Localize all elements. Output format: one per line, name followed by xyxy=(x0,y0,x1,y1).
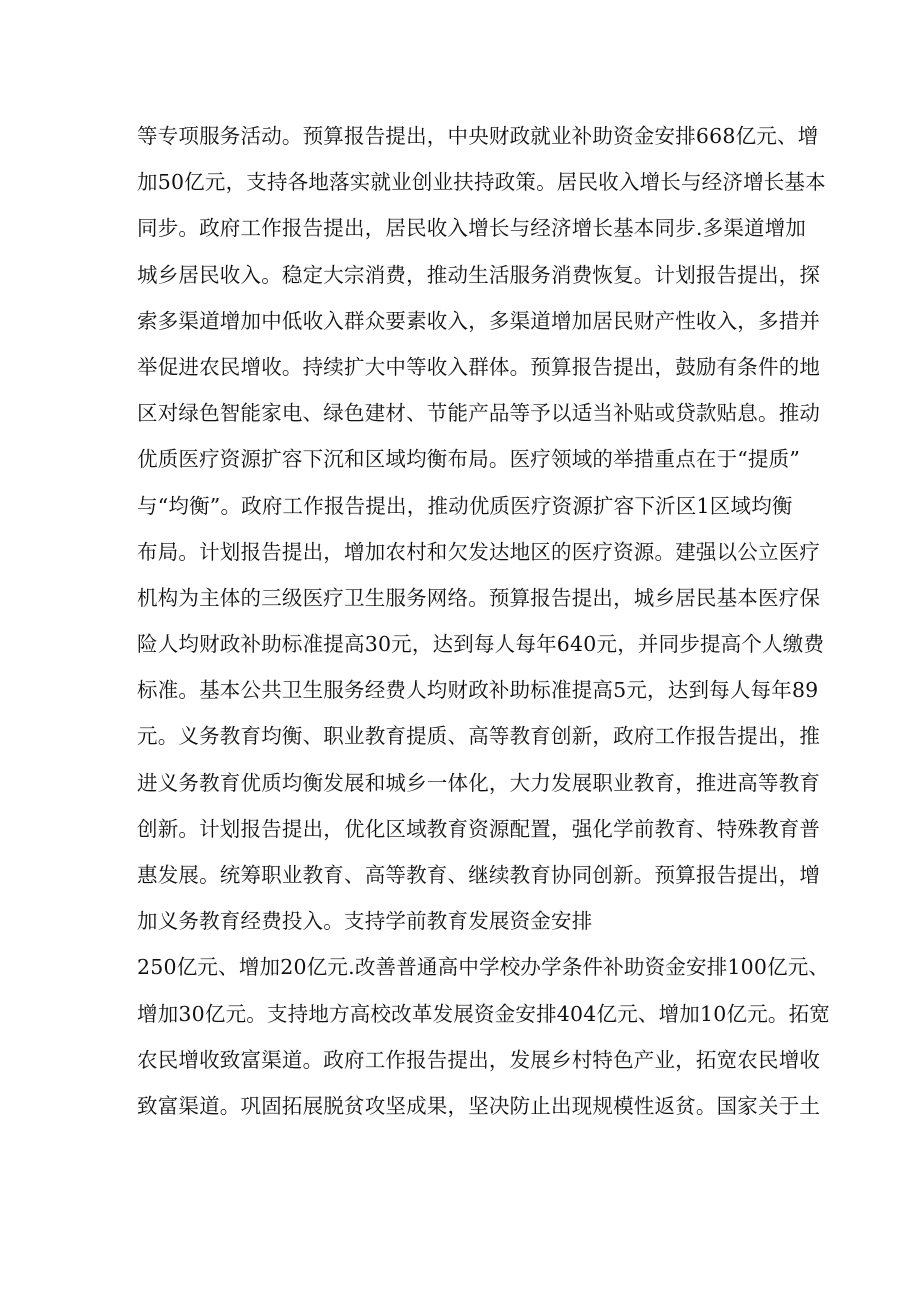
text-line: 险人均财政补助标准提高30元，达到每人每年640元，并同步提高个人缴费 xyxy=(137,632,825,657)
text-line: 惠发展。统筹职业教育、高等教育、继续教育协同创新。预算报告提出，增 xyxy=(137,863,821,887)
text-line: 致富渠道。巩固拓展脱贫攻坚成果，坚决防止出现规模性返贫。国家关于土 xyxy=(137,1093,821,1118)
text-line: 同步。政府工作报告提出，居民收入增长与经济增长基本同步.多渠道增加 xyxy=(137,216,807,241)
text-line: 城乡居民收入。稳定大宗消费，推动生活服务消费恢复。计划报告提出，探 xyxy=(137,262,821,287)
text-line: 加50亿元，支持各地落实就业创业扶持政策。居民收入增长与经济增长基本 xyxy=(137,170,826,195)
text-line: 250亿元、增加20亿元.改善普通高中学校办学条件补助资金安排100亿元、 xyxy=(137,955,830,980)
text-line: 农民增收致富渠道。政府工作报告提出，发展乡村特色产业，拓宽农民增收 xyxy=(137,1047,821,1072)
text-line: 标准。基本公共卫生服务经费人均财政补助标准提高5元，达到每人每年89 xyxy=(137,678,819,703)
text-line: 与“均衡”。政府工作报告提出，推动优质医疗资源扩容下沂区1区域均衡 xyxy=(137,493,793,518)
text-line: 区对绿色智能家电、绿色建材、节能产品等予以适当补贴或贷款贴息。推动 xyxy=(137,401,821,426)
text-line: 举促进农民增收。持续扩大中等收入群体。预算报告提出，鼓励有条件的地 xyxy=(137,354,821,379)
text-line: 索多渠道增加中低收入群众要素收入，多渠道增加居民财产性收入，多措并 xyxy=(137,308,821,333)
text-line: 元。义务教育均衡、职业教育提质、高等教育创新，政府工作报告提出，推 xyxy=(137,724,821,749)
text-line: 优质医疗资源扩容下沉和区域均衡布局。医疗领域的举措重点在于“提质” xyxy=(137,447,801,472)
text-line: 机构为主体的三级医疗卫生服务网络。预算报告提出，城乡居民基本医疗保 xyxy=(137,585,821,610)
text-line: 加义务教育经费投入。支持学前教育发展资金安排 xyxy=(137,909,593,934)
text-line: 增加30亿元。支持地方高校改革发展资金安排404亿元、增加10亿元。拓宽 xyxy=(137,1001,830,1026)
text-line: 等专项服务活动。预算报告提出，中央财政就业补助资金安排668亿元、增 xyxy=(137,124,819,148)
text-line: 进义务教育优质均衡发展和城乡一体化，大力发展职业教育，推进高等教育 xyxy=(137,770,821,795)
text-line: 创新。计划报告提出，优化区域教育资源配置，强化学前教育、特殊教育普 xyxy=(137,816,821,841)
text-line: 布局。计划报告提出，增加农村和欠发达地区的医疗资源。建强以公立医疗 xyxy=(137,539,821,564)
body-text xyxy=(137,113,830,1129)
